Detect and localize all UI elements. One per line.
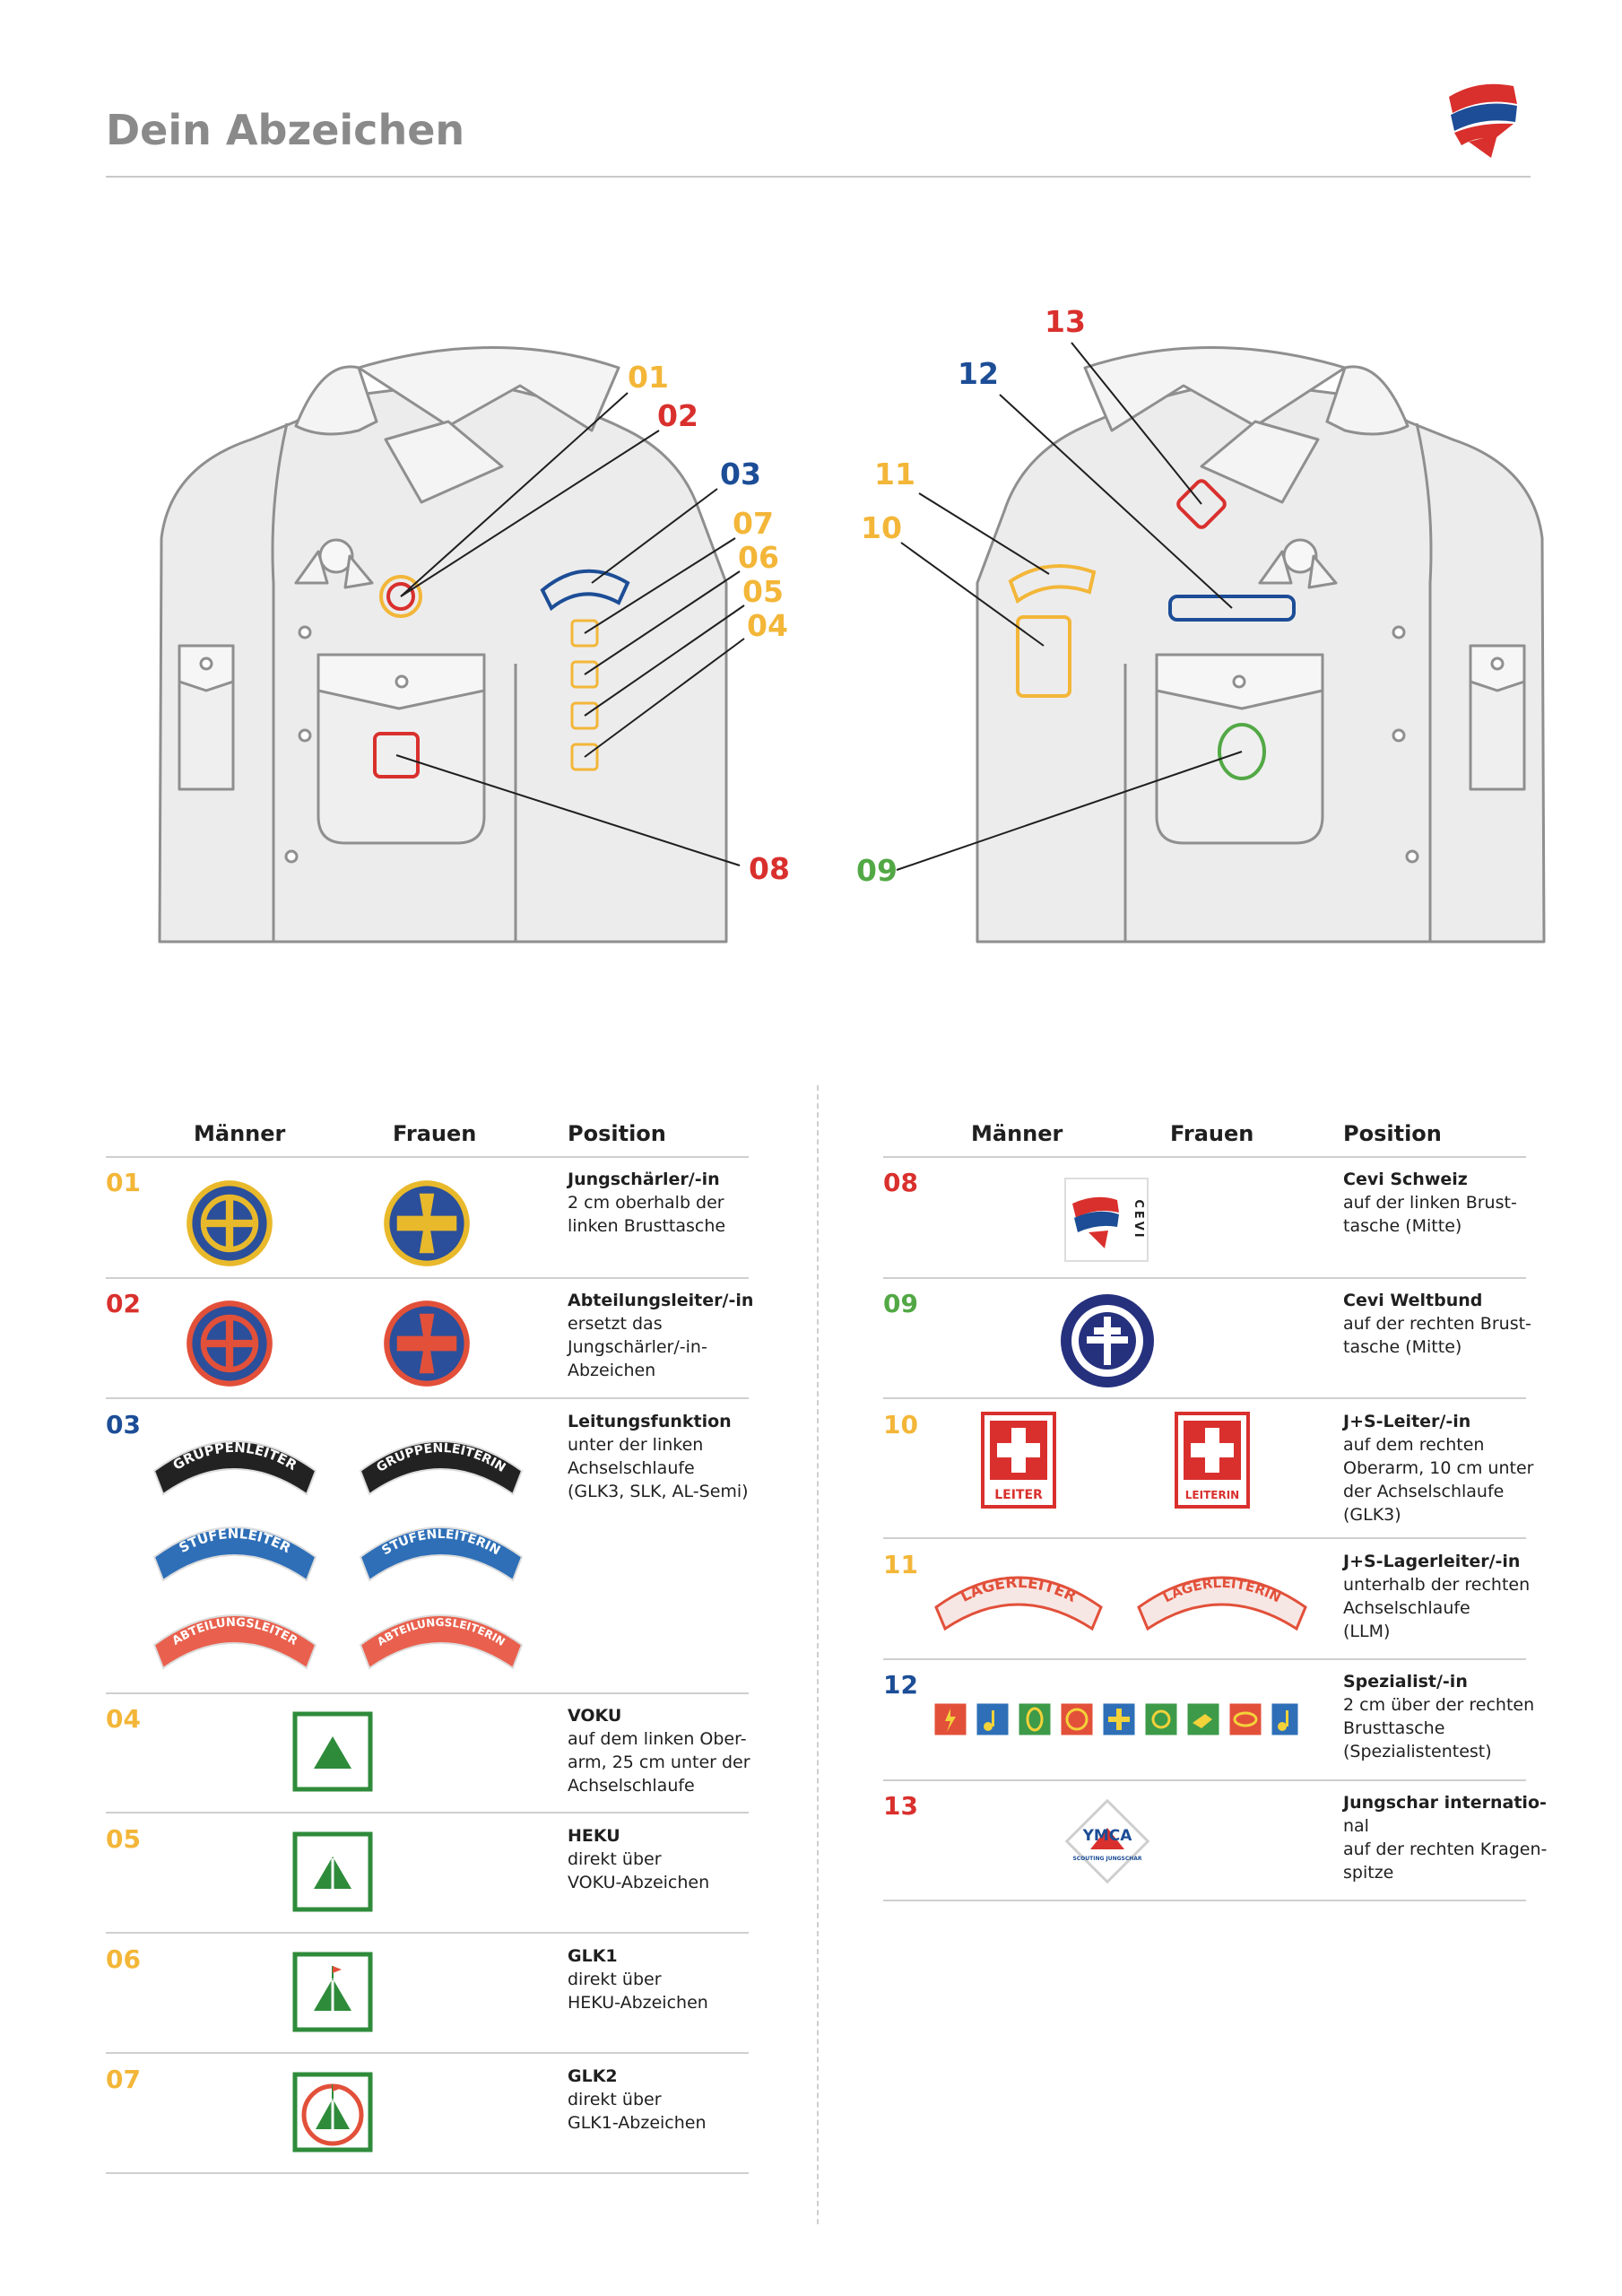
marker-05: 05: [742, 574, 784, 609]
left-row-06-desc: GLK1 direkt über HEKU-Abzeichen: [568, 1946, 708, 2013]
left-row-07-desc: GLK2 direkt über GLK1-Abzeichen: [568, 2066, 707, 2133]
marker-04: 04: [747, 608, 788, 643]
js-leiter-label: LEITER: [994, 1488, 1043, 1502]
jungschaerlerin-women-badge-icon: [380, 1177, 473, 1270]
cevi-logo-icon: [1442, 70, 1522, 160]
right-header-women: Frauen: [1170, 1121, 1254, 1146]
marker-13: 13: [1045, 304, 1086, 339]
left-header-women: Frauen: [393, 1121, 477, 1146]
right-row-10-desc: J+S-Leiter/-in auf dem rechten Oberarm, 10 cm unter der Achselschlaufe (GLK3): [1343, 1412, 1534, 1525]
leitungsfunktion-arc-badges: [149, 1428, 525, 1697]
marker-12: 12: [958, 356, 999, 391]
js-leiterin-label: LEITERIN: [1184, 1489, 1240, 1501]
arc-men-3: ABTEILUNGSLEITER: [169, 1615, 300, 1648]
left-row-03-desc: Leitungsfunktion unter der linken Achselschlaufe (GLK3, SLK, AL-Semi): [568, 1412, 749, 1501]
left-row-07-num: 07: [106, 2065, 141, 2094]
js-leiter-badge-icon: [981, 1412, 1056, 1509]
marker-08: 08: [749, 851, 790, 886]
left-row-02-desc: Abteilungsleiter/-in ersetzt das Jungschärler/-in- Abzeichen: [568, 1291, 754, 1380]
jungschaerler-men-badge-icon: [183, 1177, 276, 1270]
ymca-badge-icon: [1058, 1792, 1157, 1891]
cevi-badge-label: CEVI: [1132, 1199, 1145, 1240]
arc-men-2: STUFENLEITER: [176, 1525, 294, 1557]
page-title: Dein Abzeichen: [106, 106, 465, 154]
left-row-02-num: 02: [106, 1289, 141, 1318]
spezialist-badges: [932, 1701, 1300, 1737]
lagerleiterin-label: LAGERLEITERIN: [1160, 1574, 1284, 1606]
title-rule: [106, 176, 1531, 178]
js-lagerleiter-arc-badges: [932, 1562, 1309, 1634]
right-row-09-desc: Cevi Weltbund auf der rechten Brust- tasche (Mitte): [1343, 1291, 1531, 1357]
left-row-03-num: 03: [106, 1410, 141, 1439]
heku-badge-icon: [292, 1831, 373, 1912]
right-row-08-num: 08: [883, 1168, 918, 1197]
left-row-06-num: 06: [106, 1944, 141, 1974]
left-row-01-num: 01: [106, 1168, 141, 1197]
right-header-men: Männer: [971, 1121, 1063, 1146]
left-row-05-desc: HEKU direkt über VOKU-Abzeichen: [568, 1826, 710, 1892]
right-row-13-desc: Jungschar internatio- nal auf der rechten Kragen- spitze: [1343, 1793, 1548, 1883]
left-row-04-desc: VOKU auf dem linken Ober- arm, 25 cm unter der Achselschlaufe: [568, 1706, 750, 1796]
right-row-09-num: 09: [883, 1289, 918, 1318]
abteilungsleiter-men-badge-icon: [183, 1297, 276, 1390]
left-header-position: Position: [568, 1121, 666, 1146]
marker-02: 02: [657, 398, 698, 433]
right-row-11-num: 11: [883, 1550, 918, 1579]
arc-men-1: GRUPPENLEITER: [169, 1439, 300, 1474]
arc-women-1: GRUPPENLEITERIN: [374, 1440, 508, 1475]
right-row-13-num: 13: [883, 1791, 918, 1821]
left-row-05-num: 05: [106, 1824, 141, 1854]
column-divider: [817, 1085, 819, 2224]
marker-09: 09: [856, 853, 898, 888]
right-row-08-desc: Cevi Schweiz auf der linken Brust- tasche (Mitte): [1343, 1170, 1517, 1236]
right-row-12-desc: Spezialist/-in 2 cm über der rechten Brusttasche (Spezialistentest): [1343, 1672, 1535, 1761]
marker-10: 10: [861, 510, 902, 545]
ymca-label: YMCA: [1082, 1827, 1132, 1845]
marker-01: 01: [628, 360, 669, 395]
js-leiterin-badge-icon: [1175, 1412, 1250, 1509]
abteilungsleiterin-women-badge-icon: [380, 1297, 473, 1390]
marker-07: 07: [733, 506, 774, 541]
left-header-men: Männer: [194, 1121, 286, 1146]
glk2-badge-icon: [292, 2072, 373, 2152]
marker-03: 03: [720, 457, 761, 491]
right-row-12-num: 12: [883, 1670, 918, 1700]
voku-badge-icon: [292, 1711, 373, 1792]
right-row-10-num: 10: [883, 1410, 918, 1439]
cevi-schweiz-badge-icon: [1063, 1177, 1149, 1263]
left-row-04-num: 04: [106, 1704, 141, 1734]
cevi-weltbund-badge-icon: [1058, 1292, 1157, 1390]
ymca-sub-label: SCOUTING JUNGSCHAR: [1072, 1856, 1142, 1862]
arc-women-2: STUFENLEITERIN: [379, 1526, 503, 1559]
marker-11: 11: [874, 457, 915, 491]
right-row-11-desc: J+S-Lagerleiter/-in unterhalb der rechten Achselschlaufe (LLM): [1343, 1552, 1531, 1641]
glk1-badge-icon: [292, 1952, 373, 2032]
right-header-position: Position: [1343, 1121, 1442, 1146]
arc-women-3: ABTEILUNGSLEITERIN: [375, 1615, 507, 1648]
lagerleiter-label: LAGERLEITER: [958, 1573, 1080, 1607]
marker-06: 06: [738, 540, 779, 575]
shirt-diagram: [0, 287, 1622, 969]
left-row-01-desc: Jungschärler/-in 2 cm oberhalb der linken Brusttasche: [568, 1170, 726, 1236]
